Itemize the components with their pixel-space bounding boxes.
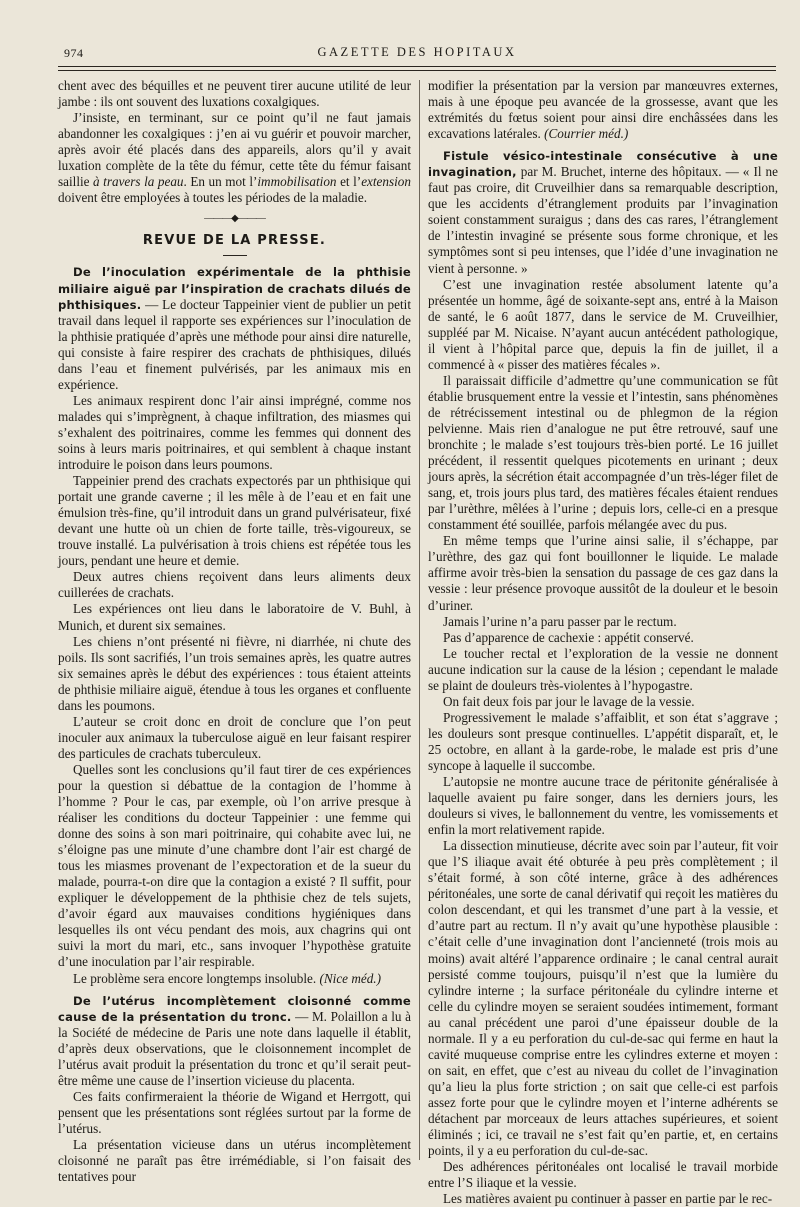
paragraph: Tappeinier prend des crachats expectorés par un phthisique qui portait une grande caverne ; il les mêle à de l’eau et en fait une émulsion très-fine, qu’il introduit dans un grand pulvérisateur, fixé devant une hutte où un chien de forte taille, très-vigoureux, se trouve installé. La pulvérisation à trois chiens est répétée tous les jours, pendant une heure et demie. (58, 473, 411, 569)
header-rule (58, 66, 776, 67)
paragraph: modifier la présentation par la version par manœuvres externes, mais à une époque peu avancée de la grossesse, avant que les extrémités du fœtus soient pour ainsi dire enchâssées dans les excavations latérales. (Courrier méd.) (428, 78, 778, 142)
paragraph: Deux autres chiens reçoivent dans leurs aliments deux cuillerées de crachats. (58, 569, 411, 601)
article-heading: De l’inoculation expérimentale de la phthisie miliaire aiguë par l’inspiration de crachats dilués de phthisiques. (58, 265, 411, 312)
paragraph: L’auteur se croit donc en droit de conclure que l’on peut inoculer aux animaux la tuberculose aiguë en leur faisant respirer des particules de crachats tuberculeux. (58, 713, 411, 761)
source-citation: (Courrier méd.) (544, 126, 629, 142)
page-number: 974 (64, 46, 84, 60)
paragraph: Des adhérences péritonéales ont localisé le travail morbide entre l’S iliaque et la vessie. (428, 1159, 778, 1191)
paragraph: La présentation vicieuse dans un utérus incomplètement cloisonné ne paraît pas être irrémédiable, si l’on faisait des tentatives pour (58, 1137, 411, 1185)
article-heading: De l’utérus incomplètement cloisonné comme cause de la présentation du tronc. (58, 993, 411, 1024)
paragraph: C’est une invagination restée absolument latente qu’a présentée un homme, âgé de soixante-sept ans, entré à la Maison de santé, le 6 août 1877, dans le service de M. Cruveilhier, suppléé par M. Nicaise. N’ayant aucun antécédent pathologique, il vient à l’hôpital parce que, depuis la fin de juillet, il a commencé à « pisser des matières fécales ». (428, 276, 778, 372)
paragraph: Les expériences ont lieu dans le laboratoire de V. Buhl, à Munich, et durent six semaines. (58, 601, 411, 633)
paragraph: On fait deux fois par jour le lavage de la vessie. (443, 693, 695, 709)
short-rule (223, 255, 247, 256)
paragraph: Les matières avaient pu continuer à passer en partie par le rec- (443, 1191, 773, 1207)
source-citation: (Nice méd.) (319, 970, 381, 986)
column-divider (419, 80, 420, 1160)
right-column (428, 78, 778, 1207)
paragraph: Le problème sera encore longtemps insoluble. (Nice méd.) (73, 970, 381, 986)
paragraph: Le toucher rectal et l’exploration de la vessie ne donnent aucune indication sur la cause de la lésion ; cependant le malade se plaint de douleurs très-violentes à l’hypogastre. (428, 645, 778, 693)
article-lead: De l’inoculation expérimentale de la phthisie miliaire aiguë par l’inspiration de crachats dilués de phthisiques. — Le docteur Tappeinier vient de publier un petit travail dans lequel il rapporte ses expériences sur l’inoculation de la phthisie pratiquée d’après une méthode pour ainsi dire naturelle, qui consiste à faire respirer des crachats de phthisiques, dilués dans l’eau et finement pulvérisés, par les animaux mis en expérience. (58, 265, 411, 392)
journal-title: GAZETTE DES HOPITAUX (317, 45, 517, 59)
article-heading: Fistule vésico-intestinale consécutive à une invagination, (428, 149, 778, 180)
paragraph: Il paraissait difficile d’admettre qu’une communication se fût établie brusquement entre la vessie et l’intestin, sans phénomènes de rétrécissement intestinal ou de phlegmon de la région pelvienne. Mais rien d’analogue ne put être retrouvé, sauf une bronchite ; le malade s’est toujours très-bien porté. Le 16 juillet précédent, il ressentit quelques picotements en urinant ; deux jours après, la sécrétion était accompagnée d’un très-léger filet de sang, et, trois jours plus tard, des matières fécales étaient rendues par l’urèthre, mêlées à l’urine ; depuis lors, celle-ci en a presque constamment été souillée, parfois mélangée avec du pus. (428, 372, 778, 533)
paragraph: En même temps que l’urine ainsi salie, il s’échappe, par l’urèthre, des gaz qui font bouillonner le liquide. Le malade affirme avoir très-bien la sensation du passage de ces gaz dans la vessie : leur présence provoque aussitôt de la douleur et le besoin d’uriner. (428, 533, 778, 613)
article-lead: De l’utérus incomplètement cloisonné comme cause de la présentation du tronc. — M. Polaillon a lu à la Société de médecine de Paris une note dans laquelle il établit, d’après deux observations, que le cloisonnement incomplet de l’utérus avait produit la présentation du tronc et qu’il serait peut-être même une cause de l’insertion vicieuse du placenta. (58, 993, 411, 1088)
paragraph: L’autopsie ne montre aucune trace de péritonite généralisée à laquelle avaient pu faire songer, dans les derniers jours, les douleurs si vives, le ballonnement du ventre, les vomissements et enfin la mort relativement rapide. (428, 774, 778, 838)
paragraph: J’insiste, en terminant, sur ce point qu’il ne faut jamais abandonner les coxalgiques : j’en ai vu guérir et pouvoir marcher, après avoir été placés dans des appareils, alors qu’il y avait luxation complète de la tête du fémur, cette tête du fémur faisant saillie à travers la peau. En un mot l’immobilisation et l’extension doivent être employées à toutes les périodes de la maladie. (58, 110, 411, 206)
paragraph: Pas d’apparence de cachexie : appétit conservé. (443, 629, 694, 645)
article-lead: Fistule vésico-intestinale consécutive à une invagination, par M. Bruchet, interne des hôpitaux. — « Il ne faut pas croire, dit Cruveilhier dans sa remarquable description, que les accidents d’étranglement produits par l’invagination soient constamment suraigus ; dans des cas rares, l’étranglement de l’intestin invaginé se présente sous forme chronique, et les symptômes sont si peu intenses, que l’idée d’une invagination ne vient à personne. » (428, 149, 778, 276)
paragraph: chent avec des béquilles et ne peuvent tirer aucune utilité de leur jambe : ils ont souvent des luxations coxalgiques. (58, 78, 411, 110)
paragraph: La dissection minutieuse, décrite avec soin par l’auteur, fit voir que l’S iliaque avait été obturée à peu près complètement ; il s’était formé, à son côté interne, grâce à des adhérences péritonéales, une sorte de canal dérivatif qui reçoit les matières du colon descendant, et qui les transmet d’une part à la vessie, et d’autre part au rectum. Il n’y avait qu’une hypothèse plausible : c’était celle d’une invagination dont l’ancienneté (trois mois au moins) avait altéré l’apparence ordinaire ; le canal central aurait persisté comme toujours, puisqu’il n’est que la lumière du cylindre interne ; la surface péritonéale du cylindre interne et celle du cylindre moyen se seraient soudées intimement, formant au canal précédent une paroi d’une épaisseur double de la normale. Il y a eu perforation du cul-de-sac qui ferme en haut la cavité muqueuse comprise entre les cylindres externe et moyen : on sait, en effet, que c’est au niveau du collet de l’invagination qu’a lieu la plus forte striction ; on sait que celle-ci est parfois assez forte pour que le cylindre moyen et l’interne adhérents se détachent par morceaux de leurs attaches supérieures, et soient éliminés ; ici, ce travail ne s’est fait qu’en partie, et, en certains points, il y a eu perforation du cul-de-sac. (428, 838, 778, 1159)
paragraph: Jamais l’urine n’a paru passer par le rectum. (443, 613, 677, 629)
left-column (58, 78, 411, 1185)
paragraph: Progressivement le malade s’affaiblit, et son état s’aggrave ; les douleurs sont presque continuelles. L’appétit disparaît, et, le 25 octobre, en allant à la garde-robe, le malade est pris d’une syncope à laquelle il succombe. (428, 709, 778, 773)
paragraph: Ces faits confirmeraient la théorie de Wigand et Herrgott, qui pensent que les présentations sont réglées surtout par la forme de l’utérus. (58, 1088, 411, 1136)
section-title: REVUE DE LA PRESSE. (142, 233, 327, 249)
paragraph: Les animaux respirent donc l’air ainsi imprégné, comme nos malades qui s’imprègnent, à chaque infiltration, des miasmes qui s’exhalent des poitrinaires, comme les femmes qui donnent des soins à leurs maris poitrinaires, et qui semblent à chaque instant introduire le poison dans leurs poumons. (58, 392, 411, 473)
paragraph: Les chiens n’ont présenté ni fièvre, ni diarrhée, ni chute des poils. Ils sont sacrifiés, l’un trois semaines après, les quatre autres six semaines après le début des expériences : tous étaient atteints de phthisie miliaire aiguë, étendue à tous les organes et confluente dans les poumons. (58, 633, 411, 713)
running-header (54, 44, 780, 64)
header-rule-thin (58, 70, 776, 71)
paragraph: Quelles sont les conclusions qu’il faut tirer de ces expériences pour la question si débattue de la contagion de l’homme à l’homme ? Pour le cas, par exemple, où l’on arrive presque à réaliser les conditions du docteur Tappeinier : une femme qui donne des soins à son mari poitrinaire, qui cohabite avec lui, ne s’éloigne pas une minute d’une chambre dont l’air est chargé de tous les miasmes provenant de l’expectoration et de la sueur du malade, pourra-t-on dire que la contagion a existé ? Il suffit, pour expliquer le développement de la phthisie chez de tels sujets, d’avoir égard aux mauvaises conditions hygiéniques dans lesquelles ils ont vécu pendant des mois, aux chagrins qui ont suivi la mort du mari, etc., sans invoquer l’hypothèse gratuite d’une inoculation par l’air respirable. (58, 761, 411, 970)
section-ornament: ———◆——— (204, 213, 265, 225)
